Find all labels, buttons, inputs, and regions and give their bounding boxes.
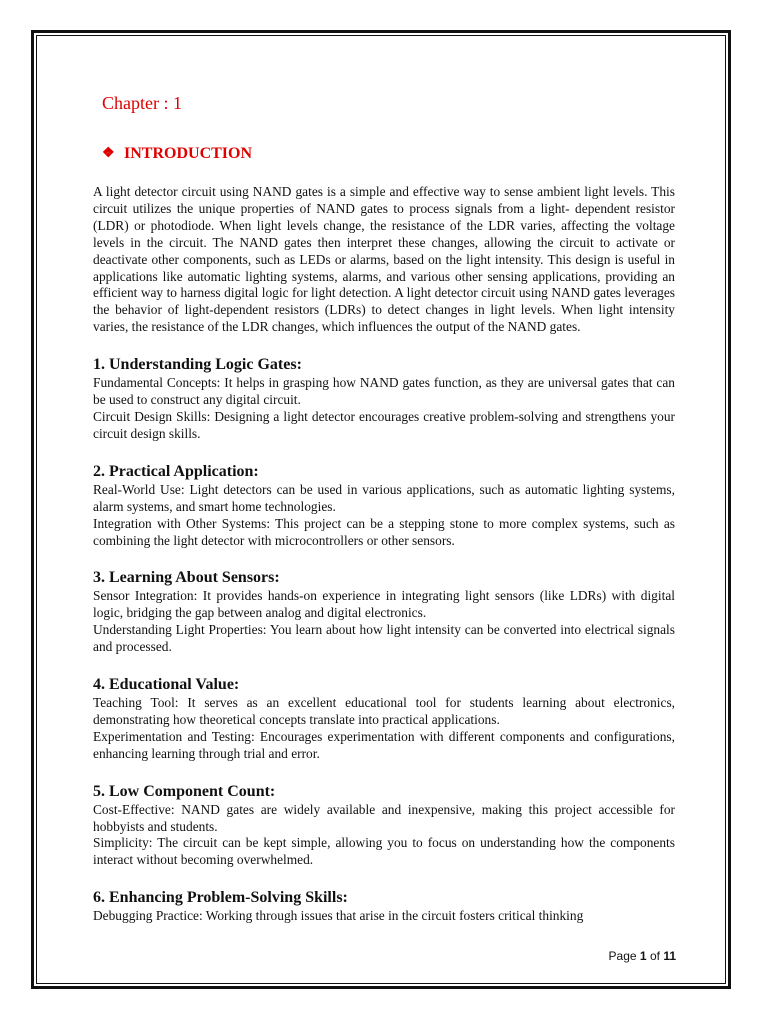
section-paragraph: Cost-Effective: NAND gates are widely available and inexpensive, making this project accessible for hobbyists and students. [93,801,675,834]
of-label: of [649,949,660,963]
section [93,462,675,550]
section-title: 1. Understanding Logic Gates: [93,356,302,374]
section-paragraph: Simplicity: The circuit can be kept simple, allowing you to focus on understanding how the components interact without becoming overwhelmed. [93,835,675,868]
section-title: 3. Learning About Sensors: [93,569,280,587]
section-paragraph: Teaching Tool: It serves as an excellent educational tool for students learning about electronics, demonstrating how theoretical concepts translate into practical applications. [93,695,675,727]
section-title: 6. Enhancing Problem-Solving Skills: [93,889,348,907]
section-paragraph: Fundamental Concepts: It helps in grasping how NAND gates function, as they are universal gates that can be used to construct any digital circuit. [93,375,675,408]
section [93,568,675,656]
section-paragraph: Sensor Integration: It provides hands-on experience in integrating light sensors (like LDRs) with digital logic, bridging the gap between analog and digital electronics. [93,588,675,621]
section-title: 2. Practical Application: [93,462,259,480]
section-paragraph: Circuit Design Skills: Designing a light detector encourages creative problem-solving and strengthens your circuit design skills. [93,408,675,441]
introduction-heading-text: INTRODUCTION [124,145,253,162]
section-paragraph: Integration with Other Systems: This project can be a stepping stone to more complex systems, such as combining the light detector with microcontrollers or other sensors. [93,515,675,548]
section-paragraph: Experimentation and Testing: Encourages experimentation with different components and configurations, enhancing learning through trial and error. [93,728,675,761]
intro-paragraph: A light detector circuit using NAND gates is a simple and effective way to sense ambient light levels. This circuit utilizes the unique properties of NAND gates to process signals from a light- dependent resistor (LDR) or photodiode. When light levels change, the resistance of the LDR varies, affecting the voltage levels in the circuit. The NAND gates then interpret these changes, allowing the circuit to activate or deactivate other components, such as LEDs or alarms, based on the light intensity. This design is useful in applications like automatic lighting systems, alarms, and various other sensing applications, providing an efficient way to harness digital logic for light detection. A light detector circuit using NAND gates leverages the behavior of light-dependent resistors (LDRs) to detect changes in light levels. When light intensity varies, the resistance of the LDR changes, which influences the output of the NAND gates. [93,184,675,335]
current-page-number: 1 [639,949,647,963]
diamond-bullet-icon: ❖ [102,146,115,161]
section-paragraph: Understanding Light Properties: You learn about how light intensity can be converted into electrical signals and processed. [93,622,675,655]
section-paragraph: Real-World Use: Light detectors can be used in various applications, such as automatic lighting systems, alarm systems, and smart home technologies. [93,481,675,514]
total-pages-number: 11 [663,949,676,963]
section [93,782,675,870]
section-title: 4. Educational Value: [93,676,240,694]
chapter-title: Chapter : 1 [102,93,182,113]
introduction-heading [102,145,252,163]
section [93,355,675,443]
document-body [93,184,675,925]
section [93,888,675,925]
page-footer [609,949,676,963]
page-label: Page [608,949,637,963]
section-paragraph: Debugging Practice: Working through issues that arise in the circuit fosters critical thinking [93,908,584,924]
section-title: 5. Low Component Count: [93,782,276,800]
section [93,675,675,763]
